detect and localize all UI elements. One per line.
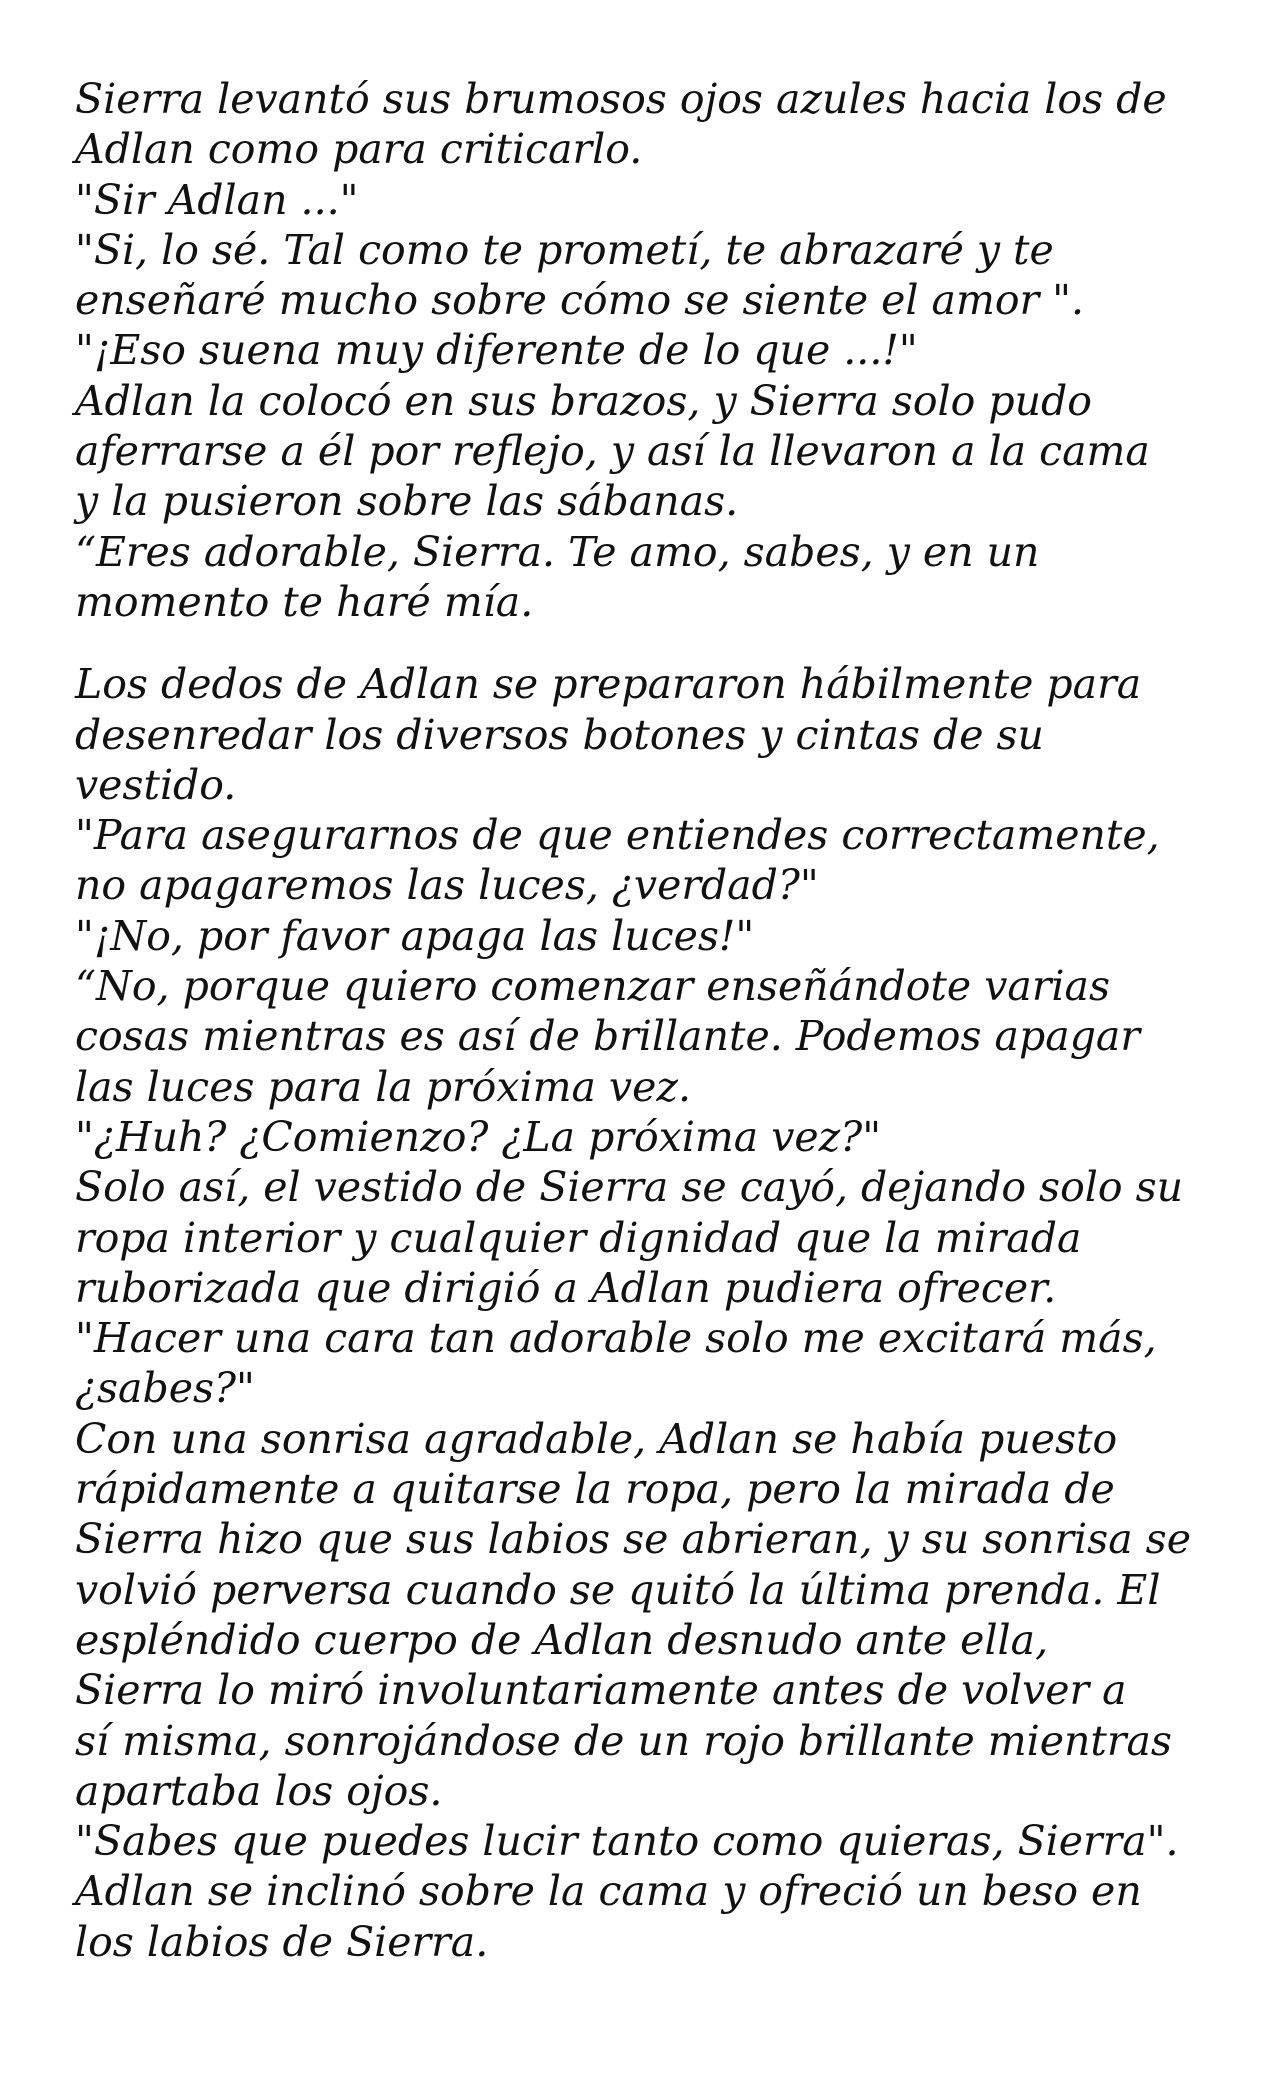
text-line: momento te haré mía. (75, 577, 534, 626)
text-line: ruborizada que dirigió a Adlan pudiera ofrecer. (75, 1263, 1057, 1312)
text-line: "¿Huh? ¿Comienzo? ¿La próxima vez?" (75, 1112, 882, 1161)
text-line: vestido. (75, 760, 237, 809)
document-page (75, 74, 1205, 1967)
text-line: Sierra levantó sus brumosos ojos azules hacia los de (75, 75, 1167, 123)
text-line: Adlan se inclinó sobre la cama y ofreció un beso en (75, 1867, 1142, 1916)
text-line: Con una sonrisa agradable, Adlan se había puesto (75, 1414, 1118, 1463)
text-line: Sierra lo miró involuntariamente antes de volver a (75, 1666, 1127, 1715)
text-line: ¿sabes?" (75, 1364, 255, 1413)
text-line: “Eres adorable, Sierra. Te amo, sabes, y en un (75, 527, 1040, 576)
text-line: Solo así, el vestido de Sierra se cayó, dejando solo su (75, 1163, 1184, 1212)
text-line: desenredar los diversos botones y cintas de su (75, 710, 1044, 759)
text-line: espléndido cuerpo de Adlan desnudo ante ella, (75, 1615, 1049, 1664)
text-line: "Hacer una cara tan adorable solo me excitará más, (75, 1314, 1157, 1363)
text-line: las luces para la próxima vez. (75, 1062, 691, 1111)
paragraph-2 (75, 659, 1205, 1967)
paragraph-1 (75, 74, 1205, 627)
text-line: Sierra hizo que sus labios se abrieran, y su sonrisa se (75, 1515, 1191, 1564)
text-line: rápidamente a quitarse la ropa, pero la mirada de (75, 1465, 1115, 1514)
text-line: volvió perversa cuando se quitó la última prenda. El (75, 1565, 1161, 1614)
text-line: "¡Eso suena muy diferente de lo que ...!" (75, 326, 918, 375)
text-line: y la pusieron sobre las sábanas. (75, 477, 739, 526)
text-line: ropa interior y cualquier dignidad que la mirada (75, 1213, 1082, 1262)
text-line: "Si, lo sé. Tal como te prometí, te abrazaré y te (75, 225, 1054, 274)
text-line: Los dedos de Adlan se prepararon hábilmente para (75, 660, 1142, 709)
text-line: "Sabes que puedes lucir tanto como quieras, Sierra". (75, 1817, 1179, 1866)
text-line: “No, porque quiero comenzar enseñándote varias (75, 962, 1111, 1011)
text-line: cosas mientras es así de brillante. Podemos apagar (75, 1012, 1140, 1061)
text-line: "Para asegurarnos de que entiendes correctamente, (75, 811, 1160, 860)
text-line: sí misma, sonrojándose de un rojo brillante mientras (75, 1716, 1172, 1765)
text-line: enseñaré mucho sobre cómo se siente el amor ". (75, 276, 1085, 325)
paragraph-gap (75, 627, 1205, 659)
text-line: Adlan la colocó en sus brazos, y Sierra solo pudo (75, 376, 1092, 425)
text-line: Adlan como para criticarlo. (75, 125, 643, 174)
text-line: apartaba los ojos. (75, 1766, 443, 1815)
text-line: "¡No, por favor apaga las luces!" (75, 911, 755, 960)
text-line: no apagaremos las luces, ¿verdad?" (75, 861, 819, 910)
text-line: "Sir Adlan ..." (75, 175, 359, 224)
text-line: aferrarse a él por reflejo, y así la llevaron a la cama (75, 427, 1150, 476)
text-line: los labios de Sierra. (75, 1917, 489, 1966)
